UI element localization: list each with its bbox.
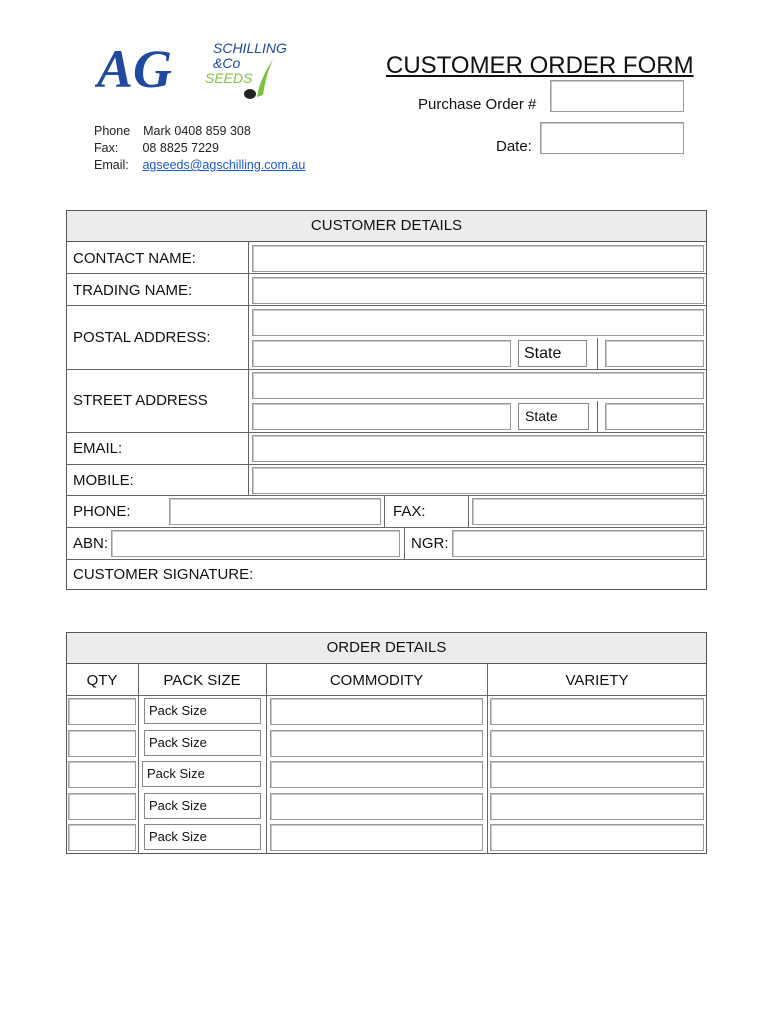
trading-name-label: TRADING NAME: xyxy=(73,282,193,299)
commodity-input[interactable] xyxy=(270,698,483,725)
ngr-label: NGR: xyxy=(411,535,449,552)
order-details-heading: ORDER DETAILS xyxy=(66,632,707,664)
street-address-line1-input[interactable] xyxy=(252,372,704,399)
contact-fax-row xyxy=(94,141,219,155)
form-title: CUSTOMER ORDER FORM xyxy=(386,52,694,79)
variety-input[interactable] xyxy=(490,793,704,820)
street-suburb-input[interactable] xyxy=(252,403,511,430)
column-pack-size: PACK SIZE xyxy=(163,672,241,689)
street-state-select[interactable]: State xyxy=(518,403,589,430)
abn-input[interactable] xyxy=(111,530,400,557)
contact-phone-row xyxy=(94,124,251,138)
qty-input[interactable] xyxy=(68,793,136,820)
abn-label: ABN: xyxy=(73,535,109,552)
fax-field-label: FAX: xyxy=(393,503,426,520)
pack-size-select[interactable]: Pack Size xyxy=(144,698,261,724)
phone-field-label: PHONE: xyxy=(73,503,131,520)
email-link[interactable]: agseeds@agschilling.com.au xyxy=(142,158,306,172)
logo-graphic xyxy=(95,35,295,105)
contact-email-row xyxy=(94,158,305,172)
sprout-icon xyxy=(257,59,273,97)
date-field[interactable] xyxy=(540,122,684,154)
street-address-label: STREET ADDRESS xyxy=(73,392,208,409)
fax-input[interactable] xyxy=(472,498,704,525)
seed-icon xyxy=(244,89,256,99)
variety-input[interactable] xyxy=(490,761,704,788)
postal-address-line1-input[interactable] xyxy=(252,309,704,336)
commodity-input[interactable] xyxy=(270,730,483,757)
logo-line3: SEEDS xyxy=(205,70,253,86)
column-variety: VARIETY xyxy=(565,672,629,689)
logo-initials: AG xyxy=(97,39,173,99)
postal-suburb-input[interactable] xyxy=(252,340,511,367)
qty-input[interactable] xyxy=(68,730,136,757)
qty-input[interactable] xyxy=(68,824,136,851)
email-field-label: EMAIL: xyxy=(73,440,123,457)
phone-value: Mark 0408 859 308 xyxy=(143,124,251,138)
contact-name-input[interactable] xyxy=(252,245,704,272)
qty-input[interactable] xyxy=(68,698,136,725)
postal-state-select[interactable]: State xyxy=(518,340,587,367)
ngr-input[interactable] xyxy=(452,530,704,557)
mobile-label: MOBILE: xyxy=(73,472,134,489)
pack-size-select[interactable]: Pack Size xyxy=(144,793,261,819)
mobile-input[interactable] xyxy=(252,467,704,494)
street-postcode-input[interactable] xyxy=(605,403,704,430)
commodity-input[interactable] xyxy=(270,761,483,788)
phone-label: Phone xyxy=(94,124,131,138)
signature-label: CUSTOMER SIGNATURE: xyxy=(73,566,254,583)
contact-name-label: CONTACT NAME: xyxy=(73,250,196,267)
pack-size-select[interactable]: Pack Size xyxy=(144,824,261,850)
company-logo xyxy=(95,35,295,105)
postal-postcode-input[interactable] xyxy=(605,340,704,367)
variety-input[interactable] xyxy=(490,698,704,725)
commodity-input[interactable] xyxy=(270,793,483,820)
customer-details-heading: CUSTOMER DETAILS xyxy=(66,210,707,242)
fax-value: 08 8825 7229 xyxy=(142,141,219,155)
column-qty: QTY xyxy=(86,672,118,689)
date-label: Date: xyxy=(496,138,532,155)
purchase-order-label: Purchase Order # xyxy=(418,96,537,113)
logo-line1: SCHILLING xyxy=(213,40,287,56)
qty-input[interactable] xyxy=(68,761,136,788)
pack-size-select[interactable]: Pack Size xyxy=(144,730,261,756)
logo-line2: &Co xyxy=(213,55,241,71)
variety-input[interactable] xyxy=(490,730,704,757)
email-input[interactable] xyxy=(252,435,704,462)
email-label: Email: xyxy=(94,158,129,172)
phone-input[interactable] xyxy=(169,498,381,525)
purchase-order-field[interactable] xyxy=(550,80,684,112)
column-commodity: COMMODITY xyxy=(329,672,424,689)
trading-name-input[interactable] xyxy=(252,277,704,304)
pack-size-select[interactable]: Pack Size xyxy=(142,761,261,787)
fax-label: Fax: xyxy=(94,141,119,155)
postal-address-label: POSTAL ADDRESS: xyxy=(73,329,211,346)
variety-input[interactable] xyxy=(490,824,704,851)
commodity-input[interactable] xyxy=(270,824,483,851)
